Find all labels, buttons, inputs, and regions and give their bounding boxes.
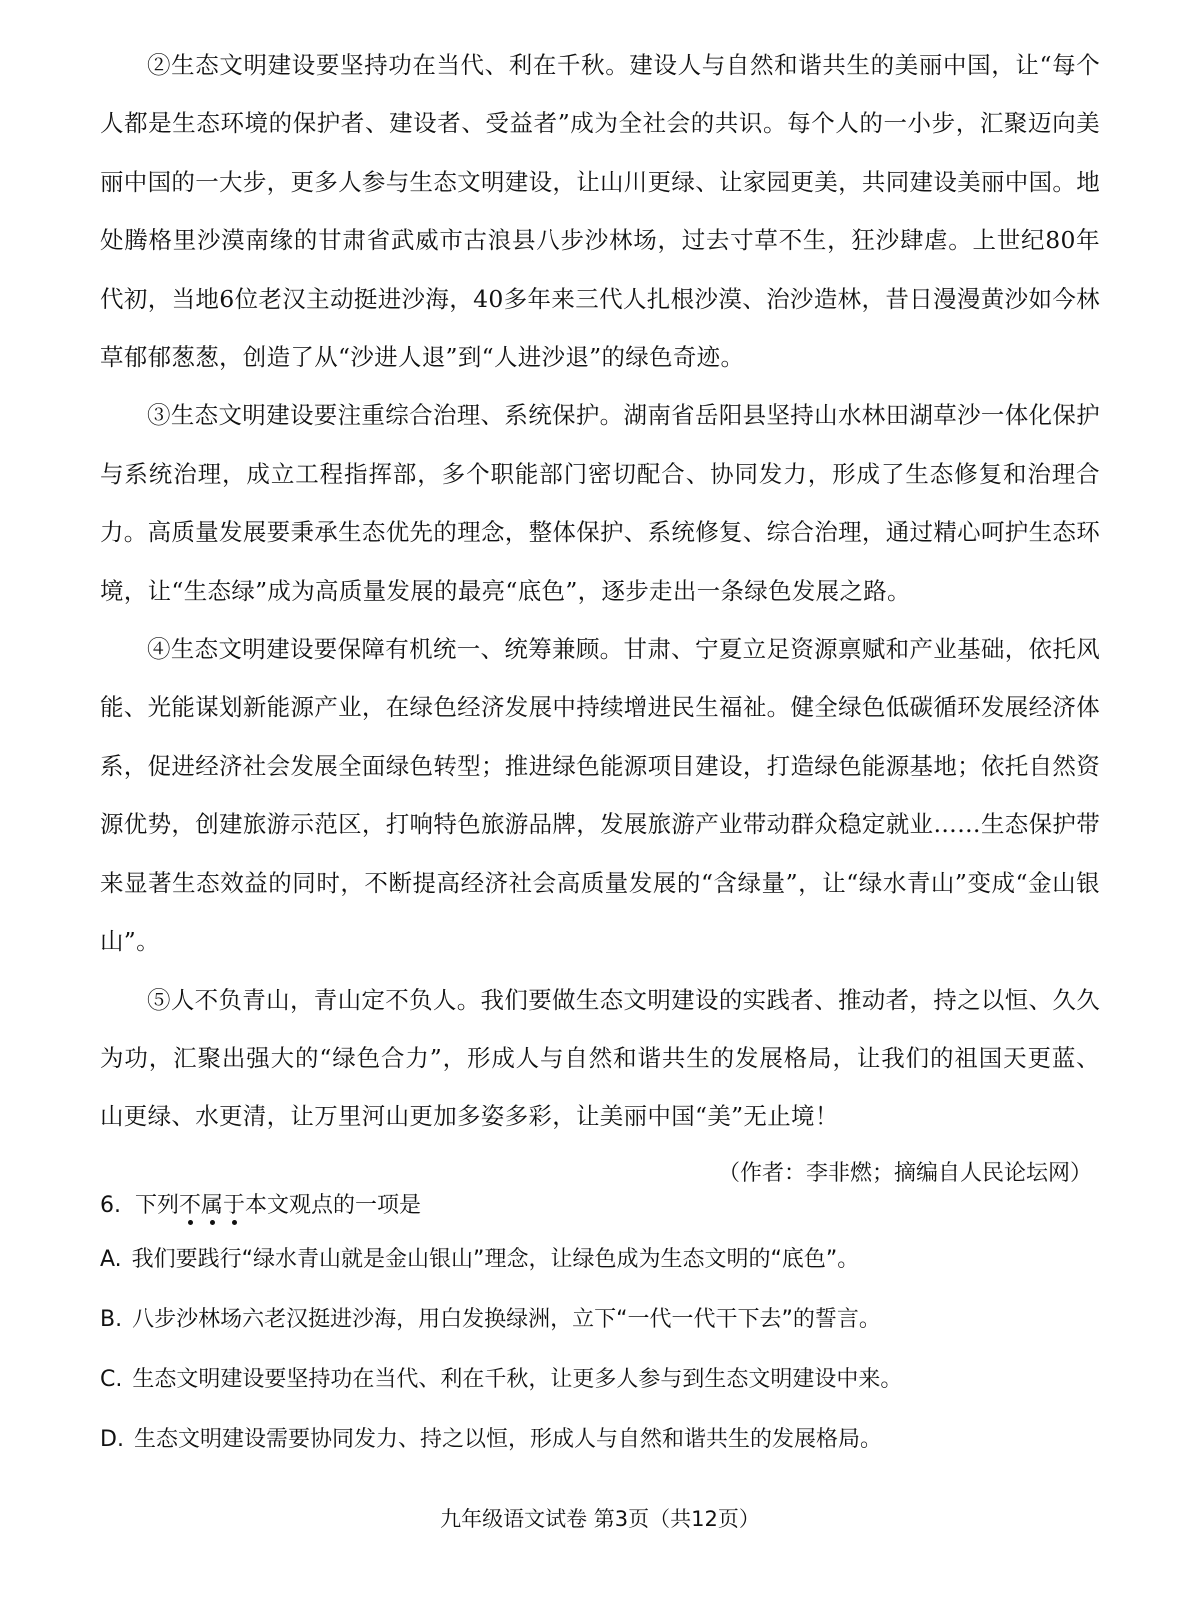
option-letter: D. [100, 1427, 124, 1452]
paragraph-4: ④生态文明建设要保障有机统一、统筹兼顾。甘肃、宁夏立足资源禀赋和产业基础，依托风能、光能谋划新能源产业，在绿色经济发展中持续增进民生福祉。健全绿色低碳循环发展经济体系，促进经济社会发展全面绿色转型；推进绿色能源项目建设，打造绿色能源基地；依托自然资源优势，创建旅游示范区，打响特色旅游品牌，发展旅游产业带动群众稳定就业……生态保护带来显著生态效益的同时，不断提高经济社会高质量发展的“含绿量”，让“绿水青山”变成“金山银山”。 [100, 635, 1100, 956]
question-number: 6. [100, 1193, 121, 1218]
question-stem [100, 1186, 1110, 1230]
emphasis-dot [232, 1220, 237, 1225]
paragraph-5: ⑤人不负青山，青山定不负人。我们要做生态文明建设的实践者、推动者，持之以恒、久久为功，汇聚出强大的“绿色合力”，形成人与自然和谐共生的发展格局，让我们的祖国天更蓝、山更绿、水更清，让万里河山更加多姿多彩，让美丽中国“美”无止境！ [100, 985, 1100, 1131]
emphasis-dots [179, 1220, 245, 1225]
emphasized-words [179, 1186, 245, 1226]
option-letter: C. [100, 1367, 123, 1392]
paragraph-2: ②生态文明建设要坚持功在当代、利在千秋。建设人与自然和谐共生的美丽中国，让“每个人都是生态环境的保护者、建设者、受益者”成为全社会的共识。每个人的一小步，汇聚迈向美丽中国的一大步，更多人参与生态文明建设，让山川更绿、让家园更美，共同建设美丽中国。地处腾格里沙漠南缘的甘肃省武威市古浪县八步沙林场，过去寸草不生，狂沙肆虐。上世纪80年代初，当地6位老汉主动挺进沙海，40多年来三代人扎根沙漠、治沙造林，昔日漫漫黄沙如今林草郁郁葱葱，创造了从“沙进人退”到“人进沙退”的绿色奇迹。 [100, 51, 1100, 372]
paragraph-3: ③生态文明建设要注重综合治理、系统保护。湖南省岳阳县坚持山水林田湖草沙一体化保护与系统治理，成立工程指挥部，多个职能部门密切配合、协同发力，形成了生态修复和治理合力。高质量发展要秉承生态优先的理念，整体保护、系统修复、综合治理，通过精心呵护生态环境，让“生态绿”成为高质量发展的最亮“底色”，逐步走出一条绿色发展之路。 [100, 401, 1100, 605]
option-d[interactable] [100, 1410, 1110, 1470]
option-text: 生态文明建设需要协同发力、持之以恒，形成人与自然和谐共生的发展格局。 [133, 1427, 882, 1452]
option-text: 八步沙林场六老汉挺进沙海，用白发换绿洲，立下“一代一代干下去”的誓言。 [132, 1307, 881, 1332]
stem-text-after: 本文观点的一项是 [245, 1193, 422, 1218]
author-attribution: （作者：李非燃；摘编自人民论坛网） [717, 1160, 1092, 1186]
option-b[interactable] [100, 1290, 1110, 1350]
stem-text-before: 下列 [135, 1193, 180, 1218]
page-footer: 九年级语文试卷 第3页（共12页） [440, 1507, 760, 1531]
emphasis-dot [210, 1220, 215, 1225]
option-letter: A. [100, 1247, 122, 1272]
option-letter: B. [100, 1307, 123, 1332]
question-6 [100, 1186, 1110, 1470]
option-a[interactable] [100, 1230, 1110, 1290]
option-c[interactable] [100, 1350, 1110, 1410]
emphasis-text: 不属于 [179, 1193, 246, 1218]
reading-passage [100, 36, 1100, 1194]
option-text: 我们要践行“绿水青山就是金山银山”理念，让绿色成为生态文明的“底色”。 [131, 1247, 860, 1272]
emphasis-dot [188, 1220, 193, 1225]
option-text: 生态文明建设要坚持功在当代、利在千秋，让更多人参与到生态文明建设中来。 [132, 1367, 903, 1392]
